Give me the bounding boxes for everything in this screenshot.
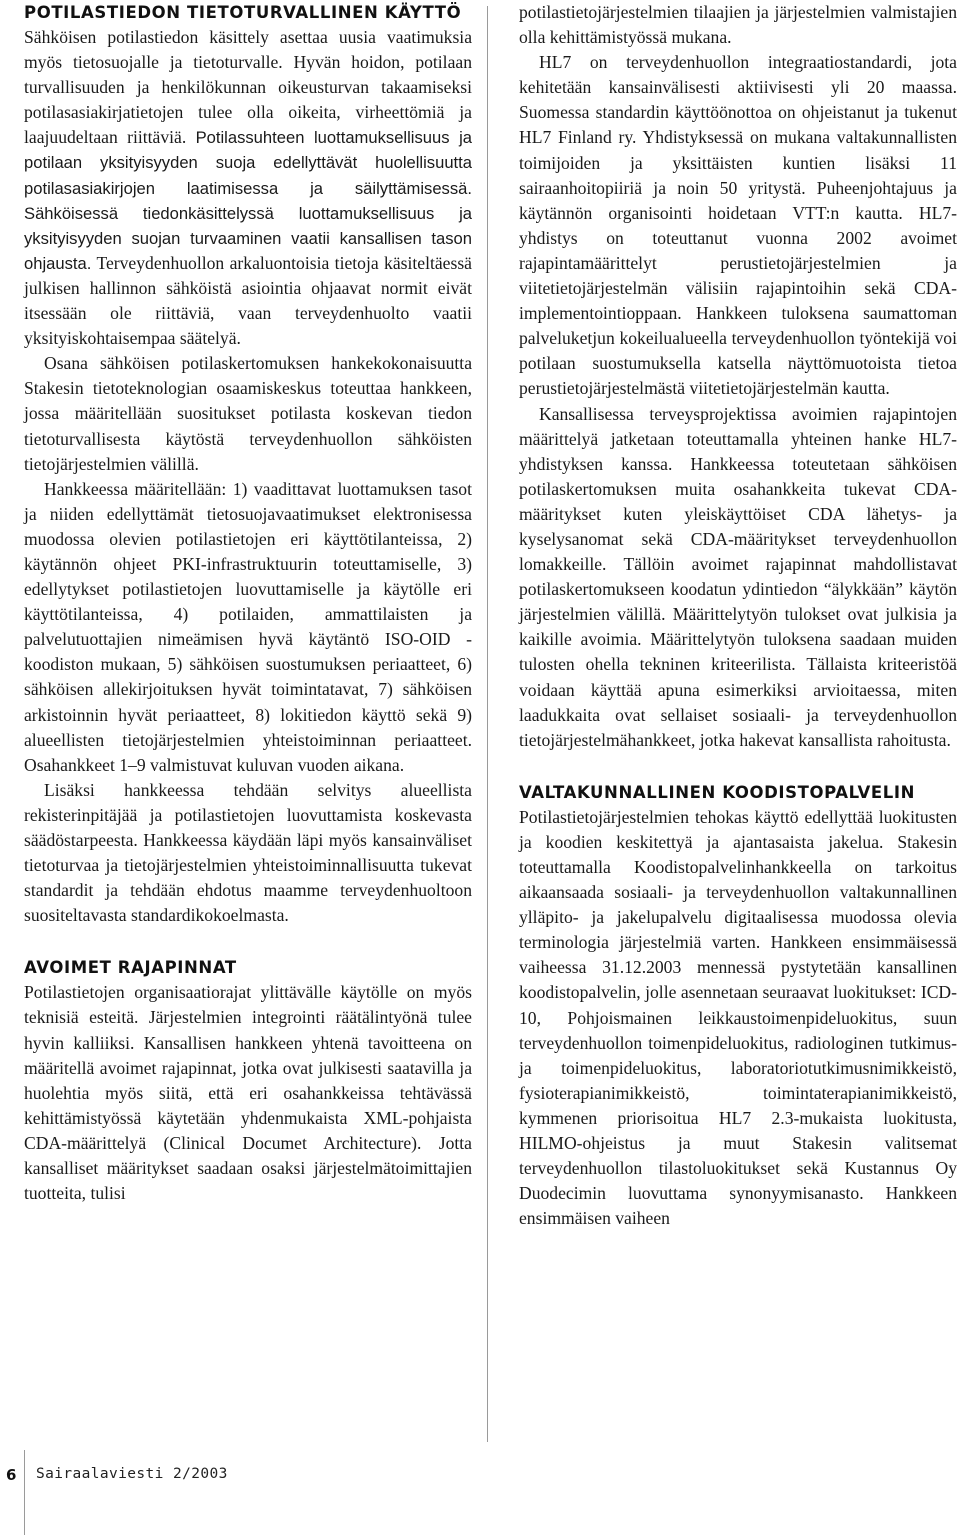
paragraph — [24, 25, 472, 351]
right-column — [519, 0, 957, 1231]
paragraph: Potilastietojärjestelmien tehokas käyttö edellyttää luokitusten ja koodien keskitettyä ja ajantasaista jakelua. Stakesin toteuttamalla Koodistopalvelinhankkeella on tarkoitus aikaansaada sosiaali- ja terveydenhuollon valtakunnallinen ylläpito- ja jakelupalvelu digitaalisessa muodossa olevia terminologia järjestelmiä varten. Hankkeen ensimmäisessä vaiheessa 31.12.2003 mennessä pystytetään kansallinen koodistopalvelin, jolle asennetaan seuraavat luokitukset: ICD-10, Pohjoismainen leikkaustoimenpideluokitus, suun terveydenhuollon toimenpideluokitus, radiologinen tutkimus- ja toimenpideluokitus, laboratoriotutkimusnimikkeistö, fysioterapianimikkeistö, toimintaterapianimikkeistö, kymmenen priorisoitua HL7 2.3-mukaista luokitusta, HILMO-ohjeistus ja muut Stakesin valitsemat terveydenhuollon tilastoluokitukset sekä Kustannus Oy Duodecimin luovuttama synonyymisanasto. Hankkeen ensimmäisen vaiheen — [519, 806, 957, 1229]
section-heading: VALTAKUNNALLINEN KOODISTOPALVELIN — [519, 782, 916, 802]
footer-divider — [24, 1450, 25, 1535]
lead-text-end: Terveydenhuollon arkaluontoisia tietoja käsiteltäessä julkisen hallinnon sähköistä asiointia ohjaavat normit eivät itsessään ole riittäviä, vaan terveydenhuolto vaatii yksityiskohtaisempaa säätelyä. — [24, 252, 472, 349]
journal-name: Sairaalaviesti 2/2003 — [36, 1466, 228, 1482]
paragraph: potilastietojärjestelmien tilaajien ja järjestelmien valmistajien olla kehittämistyössä mukana. — [519, 2, 957, 48]
lead-text: Sähköisen potilastiedon käsittely asettaa uusia vaatimuksia myös tietosuojalle ja tietoturvalle. Hyvän hoidon, potilaan turvallisuuden ja henkilökunnan oikeusturvan takaamiseksi potilasasiakirjatietojen tulee olla oikeita, virheettömiä ja laajuudeltaan riittäviä. — [24, 27, 472, 148]
section-heading: POTILASTIEDON TIETOTURVALLINEN KÄYTTÖ — [24, 3, 462, 22]
paragraph: Kansallisessa terveysprojektissa avoimien rajapintojen määrittelyä jatketaan toteuttamalla yhteinen hanke HL7-yhdistyksen kanssa. Hankkeessa toteutetaan sähköisen potilaskertomuksen muita osahankkeita tukevat CDA-määritykset kuten yleiskäyttöiset CDA lähetys- ja kyselysanomat sekä CDA-määritykset terveydenhuollon lomakkeille. Tällöin avoimet rajapinnat mahdollistavat potilaskertomukseen koodatun ydintiedon “älykkään” käytön järjestelmien välillä. Määrittelytyön tulokset ovat julkisia ja kaikille avoimia. Määrittelytyön tuloksena saadaan muiden tulosten ohella tekninen kriteerilista. Tällaista kriteeristöä voidaan käyttää apuna esimerkiksi arvioitaessa, miten laadukkaita ovat sellaiset sosiaali- ja terveydenhuollon tietojärjestelmähankkeet, jotka hakevat kansallista rahoitusta. — [519, 403, 957, 750]
section-open-interfaces — [24, 955, 472, 1206]
paragraph: Potilastietojen organisaatiorajat ylittävälle käytölle on myös teknisiä esteitä. Järjestelmien integrointi räätälintyönä tulee hyvin kalliiksi. Kansallisen hankkeen yhtenä tavoitteena on määritellä avoimet rajapinnat, jotka ovat julkisesti saatavilla ja huolehtia myös siitä, että eri osahankkeissa tehtävässä kehittämistyössä käytetään yhdenmukaista XML-pohjaista CDA-määrittelyä (Clinical Documet Architecture). Jotta kansalliset määritykset saadaan osaksi järjestelmätoimittajien tuotteita, tulisi — [24, 982, 472, 1204]
lead-text-sans: Potilassuhteen luottamuksellisuus ja potilaan yksityisyyden suoja edellyttävät huolellisuutta potilasasiakirjojen laatimisessa ja säilyttämisessä. Sähköisessä tiedonkäsittelyssä luottamuksellisuus ja yksityisyyden suojan turvaaminen vaatii kansallisen tason ohjausta. — [24, 128, 472, 273]
page-footer — [0, 1450, 960, 1535]
left-column — [24, 0, 472, 1206]
column-divider — [487, 6, 488, 1442]
section-code-server — [519, 780, 957, 1232]
paragraph: HL7 on terveydenhuollon integraatiostandardi, jota kehitetään kansainvälisesti aktiivisesti yli 20 maassa. Suomessa standardin käyttöönottoa on ohjeistanut ja tukenut HL7 Finland ry. Yhdistyksessä on mukana valtakunnallisten toimijoiden ja yksittäisten kuntien lisäksi 11 sairaanhoitopiiriä ja noin 50 yritystä. Puheenjohtajuus ja käytännön organisointi hoidetaan VTT:n kautta. HL7-yhdistys on toteuttanut vuonna 2002 avoimet rajapintamäärittelyt perustietojärjestelmien ja viitetietojärjestelmän välisiin rajapintoihin sekä CDA-implementointioppaan. Hankkeen tuloksena saumattoman palveluketjun kokeilualueella terveydenhuollon työntekijä voi potilaan suostumuksella katsella näyttömuotoista tietoa perustietojärjestelmästä viitetietojärjestelmän kautta. — [519, 52, 957, 399]
section-secure-use — [24, 0, 472, 928]
paragraph: Lisäksi hankkeessa tehdään selvitys alueellista rekisterinpitäjää ja potilastietojen luovuttamista koskevasta säädöstarpeesta. Hankkeessa käydään läpi myös kansainväliset tietoturvaa ja tietojärjestelmien yhteistoiminnallisuutta tukevat standardit ja tehdään ehdotus maamme terveydenhuoltoon suositeltavasta standardikokoelmasta. — [24, 779, 472, 926]
paragraph: Hankkeessa määritellään: 1) vaadittavat luottamuksen tasot ja niiden edellyttämät tietosuojavaatimukset elektronisessa muodossa olevien potilastietojen eri käyttötilanteissa, 2) käytännön ohjeet PKI-infrastruktuurin toteuttamiselle, 3) edellytykset potilastietojen luovuttamiselle ja käytölle eri käyttötilanteissa, 4) potilaiden, ammattilaisten ja palvelutuottajien nimeämisen hyvä käytäntö ISO-OID -koodiston mukaan, 5) sähköisen suostumuksen periaatteet, 6) sähköisen allekirjoituksen hyvät toimintatavat, 7) sähköisen arkistoinnin hyvät periaatteet, 8) lokitiedon käyttö sekä 9) alueellisten tietojärjestelmien yhteistoiminnan periaatteet. Osahankkeet 1–9 valmistuvat kuluvan vuoden aikana. — [24, 478, 472, 775]
paragraph: Osana sähköisen potilaskertomuksen hankekokonaisuutta Stakesin tietoteknologian osaamiskeskus toteuttaa hankkeen, jossa määritellään suositukset potilasta koskevan tiedon tietoturvallisesta käytöstä terveydenhuollon sähköisten tietojärjestelmien välillä. — [24, 353, 472, 474]
page-number: 6 — [6, 1466, 17, 1484]
section-heading: AVOIMET RAJAPINNAT — [24, 958, 237, 978]
